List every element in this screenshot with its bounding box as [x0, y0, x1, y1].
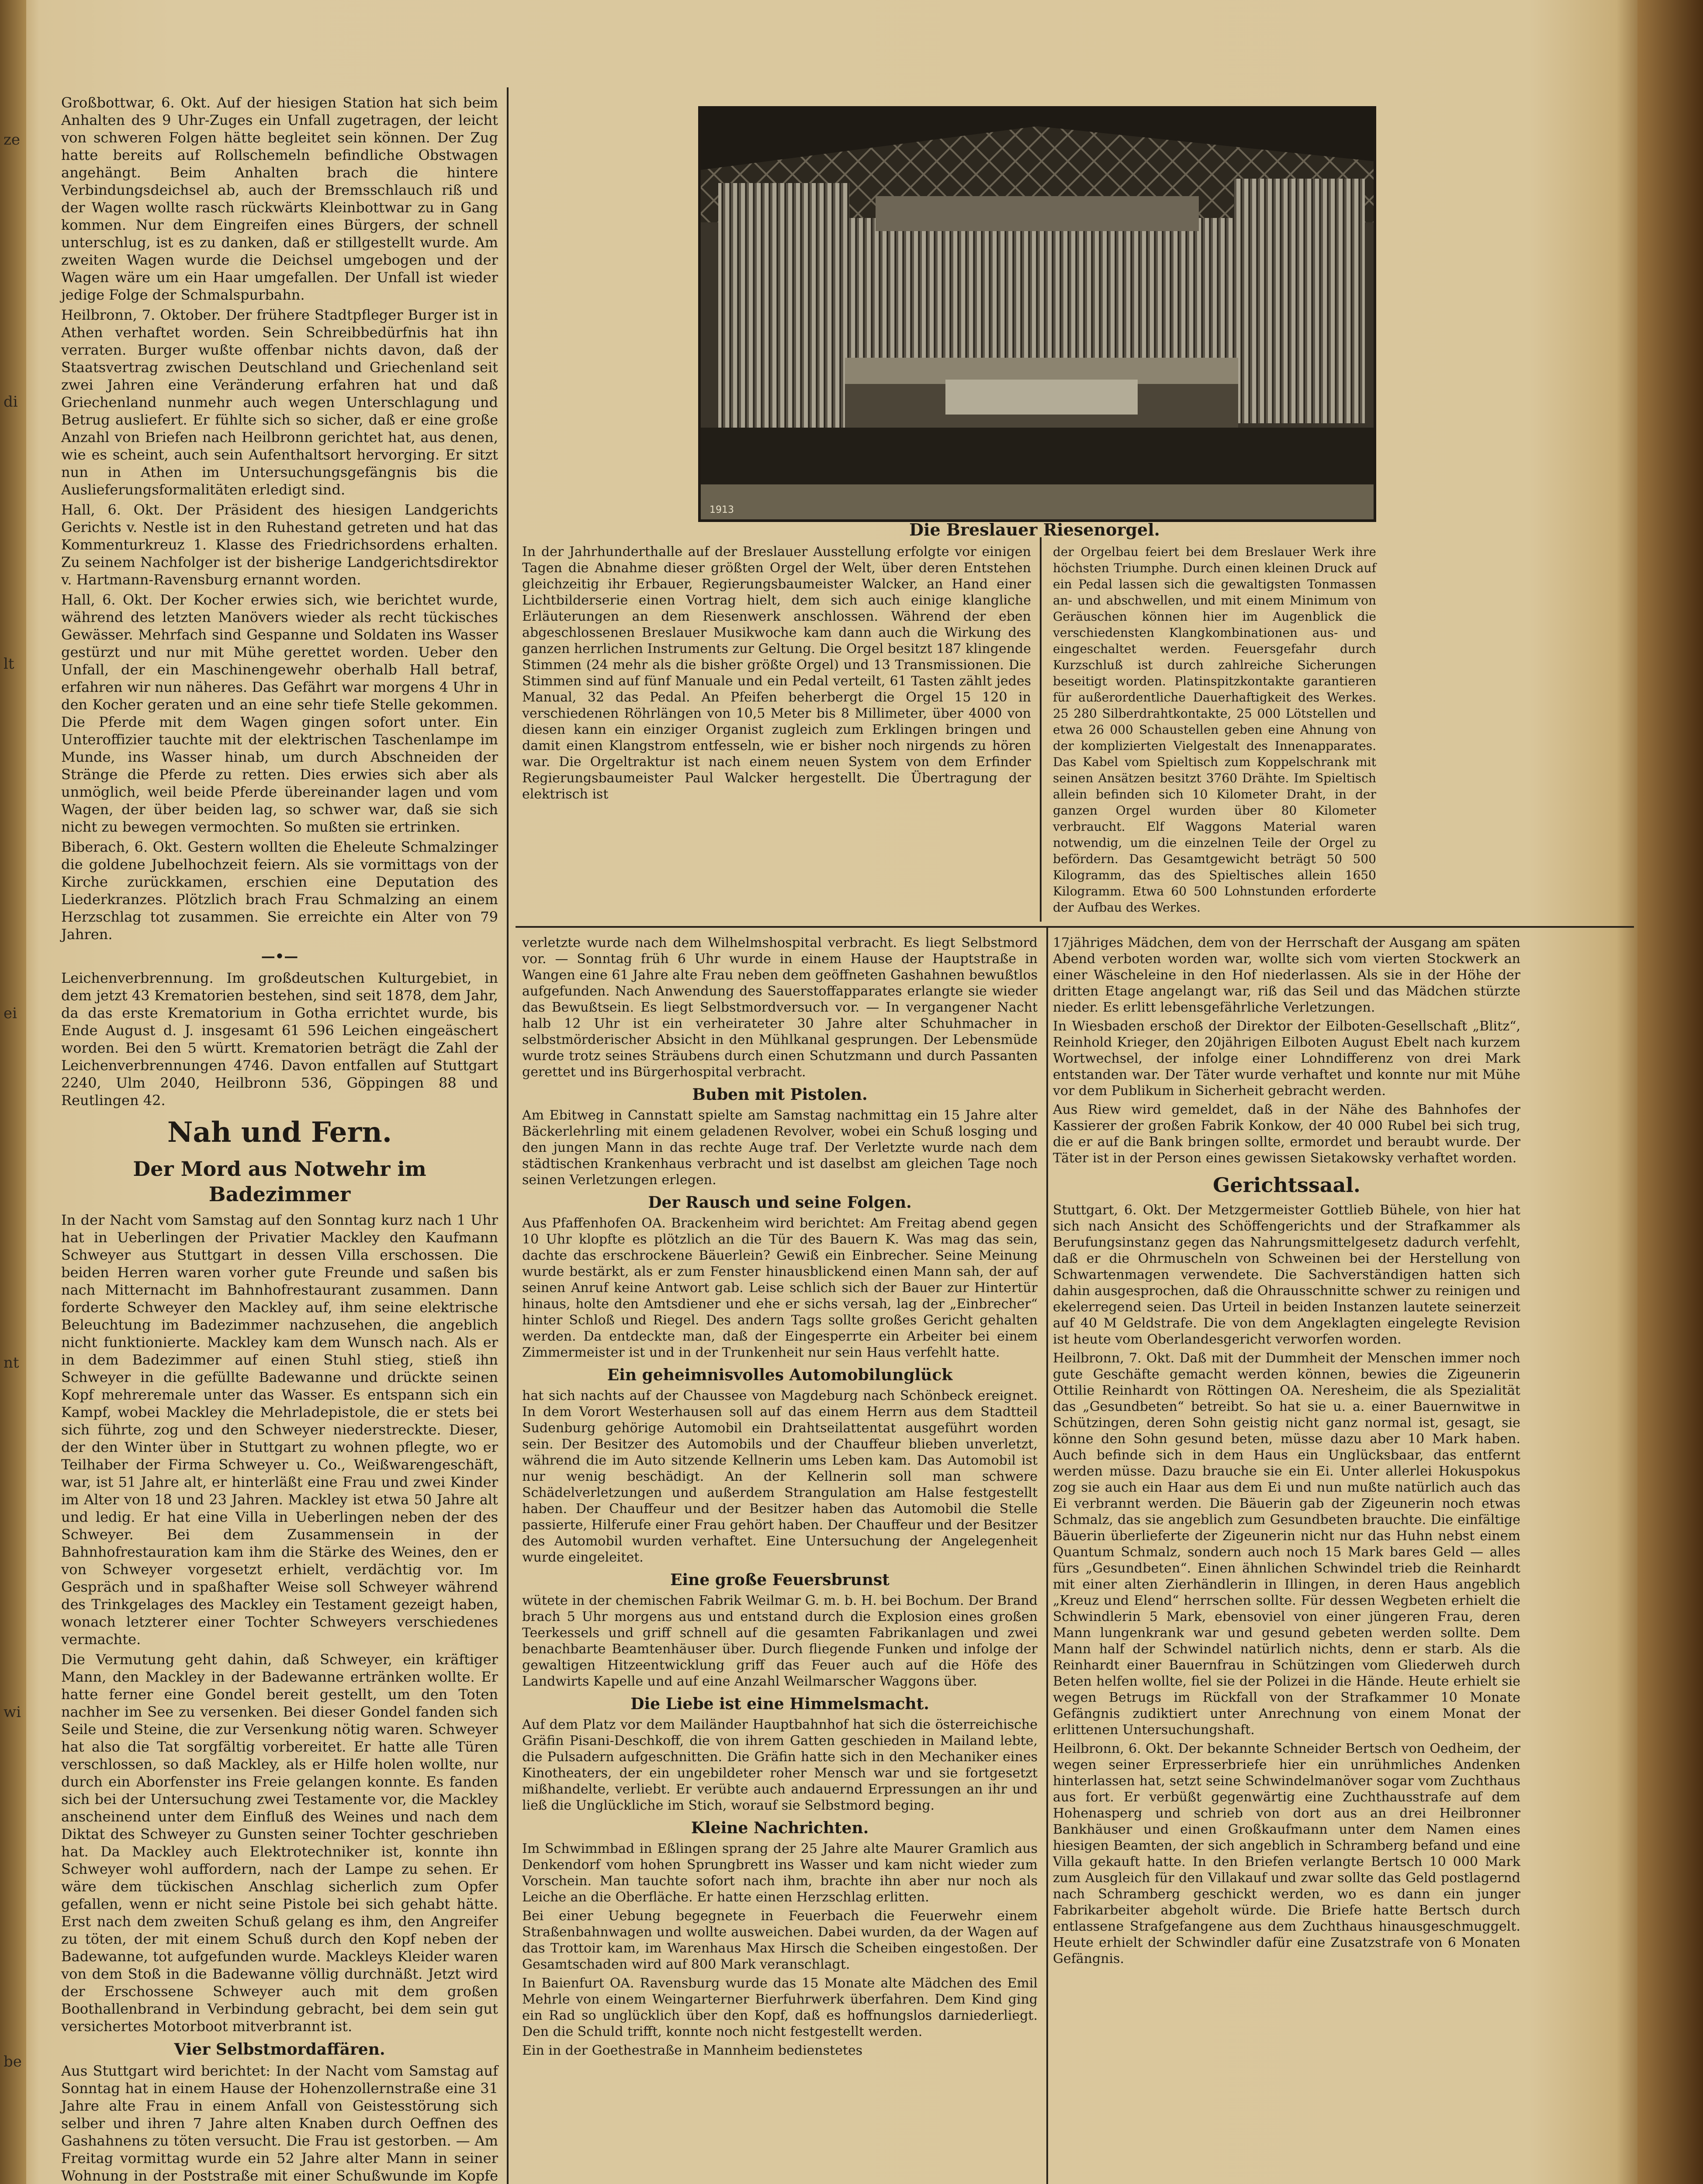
- article-selbstmord: Aus Stuttgart wird berichtet: In der Nacht vom Samstag auf Sonntag hat in einem Hause der Hohenzollernstraße eine 31 Jahre alte Frau in einem Anfall von Geistesstörung sich selber und ihren 7 Jahre alten Knaben durch Oeffnen des Gashahnens zu töten versucht. Die Frau ist gestorben. — Am Freitag vormittag wurde ein 52 Jahre alter Mann in seiner Wohnung in der Poststraße mit einer Schußwunde im Kopfe: [61, 2063, 498, 2184]
- article-biberach: Biberach, 6. Okt. Gestern wollten die Eheleute Schmalzinger die goldene Jubelhochzeit feiern. Als sie vormittags von der Kirche zurückkamen, erschien eine Deputation des Liederkranzes. Plötzlich brach Frau Schmalzing an einem Herzschlag tot zusammen. Sie erreichte ein Alter von 79 Jahren.: [61, 839, 498, 943]
- margin-fragment: ei: [3, 1005, 17, 1022]
- article-mord-2: Die Vermutung geht dahin, daß Schweyer, ein kräftiger Mann, den Mackley in der Badewanne ertränken wollte. Er hatte ferner eine Gondel bereit gestellt, um den Toten nachher im See zu versenken. Bei dieser Gondel fanden sich Seile und Steine, die zur Versenkung nötig waren. Schweyer hat also die Tat sorgfältig vorbereitet. Er hatte alle Türen verschlossen, so daß Mackley, als er Hilfe holen wollte, nur durch ein Aborfenster ins Freie gelangen konnte. Es fanden sich bei der Untersuchung zwei Testamente vor, die Mackley anscheinend unter dem Einfluß des Weines und nach dem Diktat des Schweyer zu Gunsten seiner Tochter geschrieben hat. Da Mackley auch Elektrotechniker ist, konnte ihn Schweyer wohl auffordern, nach der Lampe zu sehen. Er wäre dem tückischen Anschlag sicherlich zum Opfer gefallen, wenn er nicht seine Pistole bei sich gehabt hätte. Erst nach dem zweiten Schuß gelang es ihm, den Angreifer zu töten, der mit einem Schuß durch den Kopf neben der Badewanne, tot aufgefunden wurde. Mackleys Kleider waren von dem Stoß in die Badewanne völlig durchnäßt. Jetzt wird der Erschossene Schweyer auch mit dem großen Boothallenbrand in Verbindung gebracht, bei dem sein gut versichertes Motorboot mitverbrannt ist.: [61, 1651, 498, 2035]
- margin-fragment: di: [3, 393, 18, 411]
- margin-fragment: wi: [3, 1704, 21, 1721]
- story-title: Der Mord aus Notwehr im Badezimmer: [133, 1157, 426, 1206]
- article-wiesbaden: In Wiesbaden erschoß der Direktor der Eilboten-Gesellschaft „Blitz“, Reinhold Krieger, den 20jährigen Eilboten August Ebelt nach kurzem Wortwechsel, der infolge einer Lohndifferenz von drei Mark entstanden war. Der Täter wurde verhaftet und konnte nur mit Mühe vor dem Publikum in Sicherheit gebracht werden.: [1053, 1019, 1520, 1099]
- article-mord-1: In der Nacht vom Samstag auf den Sonntag kurz nach 1 Uhr hat in Ueberlingen der Privatier Mackley den Kaufmann Schweyer aus Stuttgart in dessen Villa erschossen. Die beiden Herren waren vorher gute Freunde und saßen bis nach Mitternacht im Bahnhofrestaurant zusammen. Dann forderte Schweyer den Mackley auf, ihm seine elektrische Beleuchtung im Badezimmer nachzusehen, die angeblich nicht funktionierte. Mackley kam dem Wunsch nach. Als er in dem Badezimmer auf einen Stuhl stieg, stieß ihn Schweyer in die gefüllte Badewanne und drückte seinen Kopf mehreremale unter das Wasser. Es entspann sich ein Kampf, wobei Mackley die Mehrladepistole, die er stets bei sich führte, zog und den Schweyer niederstreckte. Dieser, der den Winter über in Stuttgart zu wohnen pflegte, wo er Teilhaber der Firma Schweyer u. Co., Weißwarengeschäft, war, ist 51 Jahre alt, er hinterläßt eine Frau und zwei Kinder im Alter von 18 und 23 Jahren. Mackley ist etwa 50 Jahre alt und ledig. Er hat eine Villa in Ueberlingen neben der des Schweyer. Bei dem Zusammensein in der Bahnhofrestauration kam ihm die Stärke des Weines, den er von Schweyer vorgesetzt erhielt, verdächtig vor. Im Gespräch und in spaßhafter Weise soll Schweyer während des Trinkgelages des Mackley ein Testament gezeigt haben, wonach letzterer einer Tochter Schweyers verschiedenes vermachte.: [61, 1212, 498, 1648]
- article-buben: Am Ebitweg in Cannstatt spielte am Samstag nachmittag ein 15 Jahre alter Bäckerlehrling mit einem geladenen Revolver, wobei ein Schuß losging und den jungen Mann in das rechte Auge traf. Der Verletzte wurde nach dem städtischen Krankenhaus verbracht und ist daselbst am gleichen Tage noch seinen Verletzungen erlegen.: [522, 1108, 1038, 1188]
- margin-fragment: ze: [3, 131, 21, 149]
- subheading: Eine große Feuersbrunst: [670, 1571, 890, 1589]
- article-heilbronn-bertsch: Heilbronn, 6. Okt. Der bekannte Schneider Bertsch von Oedheim, der wegen seiner Erpresserbriefe hier ein unrühmliches Andenken hinterlassen hat, setzt seine Schwindelmanöver sogar vom Zuchthaus aus fort. Er verbüßt gegenwärtig eine Zuchthausstrafe auf dem Hohenasperg und schrieb von dort aus an drei Heilbronner Bankhäuser und einen Großkaufmann unter dem Namen eines hiesigen Beamten, der sich angeblich in Schramberg befand und eine Villa gekauft hatte. In den Briefen verlangte Bertsch 10 000 Mark zum Ausgleich für den Villakauf und zwar sollte das Geld postlagernd nach Schramberg geschickt werden, wo es dann ein junger Fabrikarbeiter abgeholt würde. Die Briefe hatte Bertsch durch entlassene Strafgefangene aus dem Zuchthaus hinausgeschmuggelt. Heute erhielt der Schwindler dafür eine Zusatzstrafe von 6 Monaten Gefängnis.: [1053, 1741, 1520, 1966]
- separator: —•—: [261, 948, 298, 964]
- article-maedchen: 17jähriges Mädchen, dem von der Herrschaft der Ausgang am späten Abend verboten worden war, wollte sich vom vierten Stockwerk an einer Wäscheleine in den Hof niederlassen. Als sie in der Höhe der dritten Etage angelangt war, riß das Seil und das Mädchen stürzte nieder. Es erlitt lebensgefährliche Verletzungen.: [1053, 935, 1520, 1015]
- article-rausch: Aus Pfaffenhofen OA. Brackenheim wird berichtet: Am Freitag abend gegen 10 Uhr klopfte es plötzlich an die Tür des Bauern K. Was mag das sein, dachte das erschrockene Bäuerlein? Gewiß ein Einbrecher. Seine Meinung wurde bestärkt, als er zum Fenster hinausblickend einen Mann sah, der auf seinen Anruf keine Antwort gab. Leise schlich sich der Bauer zur Hintertür hinaus, holte den Amtsdiener und ehe er sichs versah, lag der „Einbrecher“ hinter Schloß und Riegel. Des andern Tags sollte großes Gericht gehalten werden. Da entdeckte man, daß der Eingesperrte ein Arbeiter bei einem Zimmermeister ist und in der Trunkenheit nur sein Haus verfehlt hatte.: [522, 1216, 1038, 1360]
- section-rule: [516, 926, 1634, 928]
- organ-article-left: [522, 544, 1031, 805]
- photo-year: 1913: [710, 505, 734, 515]
- article-hall-kocher: Hall, 6. Okt. Der Kocher erwies sich, wie berichtet wurde, während des letzten Manövers wieder als recht tückisches Gewässer. Mehrfach sind Gespanne und Soldaten ins Wasser gestürzt und nur mit Mühe gerettet worden. Ueber den Unfall, der ein Maschinengewehr oberhalb Hall betraf, erfahren wir nun näheres. Das Gefährt war morgens 4 Uhr in den Kocher geraten und an eine sehr tiefe Stelle gekommen. Die Pferde mit dem Wagen gingen sofort unter. Ein Unteroffizier tauchte mit der elektrischen Taschenlampe im Munde, ins Wasser hinab, um durch Abschneiden der Stränge die Pferde zu retten. Dies erwies sich aber als unmöglich, weil beide Pferde übereinander lagen und vom Wagen, der über beiden lag, so schwer war, daß sie sich nicht zu bewegen vermochten. So mußten sie ertrinken.: [61, 591, 498, 835]
- article-stuttgart-gericht: Stuttgart, 6. Okt. Der Metzgermeister Gottlieb Bühele, von hier hat sich nach Ansicht des Schöffengerichts und der Strafkammer als Berufungsinstanz gegen das Nahrungsmittelgesetz dadurch verfehlt, daß er die Ohrmuscheln von Schweinen bei der Herstellung von Schwartenmagen verwendete. Die Sachverständigen hatten sich dahin ausgesprochen, daß die Ohrausschnitte schwer zu reinigen und ekelerregend seien. Das Urteil in beiden Instanzen lautete seinerzeit auf 40 M Geldstrafe. Die von dem Angeklagten eingelegte Revision ist heute vom Oberlandesgericht verworfen worden.: [1053, 1203, 1520, 1347]
- left-column: [61, 94, 498, 2184]
- article-riew: Aus Riew wird gemeldet, daß in der Nähe des Bahnhofes der Kassierer der großen Fabrik Konkow, der 40 000 Rubel bei sich trug, die er auf die Bank bringen sollte, ermordet und beraubt wurde. Der Täter ist in der Person eines gewissen Sietakowsky verhaftet worden.: [1053, 1102, 1520, 1166]
- article-liebe: Auf dem Platz vor dem Mailänder Hauptbahnhof hat sich die österreichische Gräfin Pisani-Deschkoff, die von ihrem Gatten geschieden in Mailand lebte, die Pulsadern aufgeschnitten. Die Gräfin hatte sich in den Mechaniker eines Kinotheaters, der ein ungebildeter roher Mensch war und sie fortgesetzt mißhandelte, verliebt. Er verübte auch andauernd Erpressungen an ihr und ließ die Unglückliche im Stich, worauf sie Selbstmord beging.: [522, 1717, 1038, 1813]
- article-heilbronn-zigeunerin: Heilbronn, 7. Okt. Daß mit der Dummheit der Menschen immer noch gute Geschäfte gemacht werden können, bewies die Zigeunerin Ottilie Reinhardt von Röttingen OA. Neresheim, die als Spezialität das „Gesundbeten“ betreibt. So hat sie u. a. einer Bauernwitwe in Schützingen, deren Sohn geistig nicht ganz normal ist, gesagt, sie könne den Sohn gesund beten, müsse dazu aber 10 Mark haben. Auch befinde sich in dem Haus ein Unglücksbaar, das entfernt werden müsse. Dazu brauche sie ein Ei. Unter allerlei Hokuspokus zog sie auch ein Haar aus dem Ei und nun mußte natürlich auch das Ei verbrannt werden. Die Bäuerin gab der Zigeunerin noch etwas Schmalz, das sie angeblich zum Gesundbeten brauchte. Die einfältige Bäuerin überlieferte der Zigeunerin nicht nur das Huhn nebst einem Quantum Schmalz, sondern auch noch 15 Mark bares Geld — alles fürs „Gesundbeten“. Einen ähnlichen Schwindel trieb die Reinhardt mit einer alten Zierhändlerin in Illingen, in deren Haus angeblich „Kreuz und Elend“ herrschen sollte. Für dessen Wegbeten erhielt die Schwindlerin 5 Mark, ebensoviel von einer jüngeren Frau, deren Mann lungenkrank war und gesund gebeten werden sollte. Dem Mann half der Schwindel natürlich nichts, denn er starb. Als die Reinhardt einer Bauernfrau in Schützingen vom Gliederweh durch Beten helfen wollte, fiel sie der Polizei in die Hände. Heute erhielt sie wegen Betrugs im Rückfall von der Strafkammer 10 Monate Gefängnis zudiktiert unter Anrechnung von einem Monat der erlittenen Untersuchungshaft.: [1053, 1351, 1520, 1738]
- article-feuer: wütete in der chemischen Fabrik Weilmar G. m. b. H. bei Bochum. Der Brand brach 5 Uhr morgens aus und entstand durch die Explosion eines großen Teerkessels und griff schnell auf die gesamten Fabrikanlagen und zwei benachbarte Beamtenhäuser über. Durch fliegende Funken und infolge der gewaltigen Hitzeentwicklung griff das Feuer auch auf die Höfe des Landwirts Kapelle und auf eine Anzahl Weilmarscher Waggons über.: [522, 1593, 1038, 1689]
- organ-photo: [698, 106, 1376, 522]
- article-heilbronn-burger: Heilbronn, 7. Oktober. Der frühere Stadtpfleger Burger ist in Athen verhaftet worden. Sein Schreibbedürfnis hat ihn verraten. Burger wußte offenbar nichts davon, daß der Staatsvertrag zwischen Deutschland und Griechenland seit zwei Jahren eine Veränderung erfahren hat und daß Griechenland nunmehr auch wegen Unterschlagung und Betrug ausliefert. Er fühlte sich so sicher, daß er eine große Anzahl von Briefen nach Heilbronn gerichtet hat, aus denen, wie es scheint, auch sein Aufenthaltsort hervorging. Er sitzt nun in Athen im Untersuchungsgefängnis bis die Auslieferungsformalitäten erledigt sind.: [61, 307, 498, 498]
- article-orgel-2: der Orgelbau feiert bei dem Breslauer Werk ihre höchsten Triumphe. Durch einen kleinen Druck auf ein Pedal lassen sich die gewaltigsten Tonmassen an- und abschwellen, und mit einem Minimum von Geräuschen können hier im Augenblick die verschiedensten Klangkombinationen aus- und eingeschaltet werden. Feuersgefahr durch Kurzschluß ist durch zahlreiche Sicherungen beseitigt worden. Platinspitzkontakte garantieren für außerordentliche Dauerhaftigkeit des Werkes. 25 280 Silberdrahtkontakte, 25 000 Lötstellen und etwa 26 000 Schaustellen geben eine Ahnung von der komplizierten Vielgestalt des Innenapparates. Das Kabel vom Spieltisch zum Koppelschrank mit seinen Ansätzen besitzt 3760 Drähte. Im Spieltisch allein befinden sich 10 Kilometer Draht, in der ganzen Orgel wurden über 80 Kilometer verbraucht. Elf Waggons Material waren notwendig, um die einzelnen Teile der Orgel zu befördern. Das Gesamtgewicht beträgt 50 500 Kilogramm, das des Spieltisches allein 1650 Kilogramm. Etwa 60 500 Lohnstunden erforderte der Aufbau des Werkes.: [1053, 545, 1376, 915]
- column-rule: [507, 87, 509, 2184]
- organ-article-right: [1053, 544, 1376, 918]
- subheading: Vier Selbstmordaffären.: [174, 2040, 385, 2059]
- article-orgel-1: In der Jahrhunderthalle auf der Breslauer Ausstellung erfolgte vor einigen Tagen die Abnahme dieser größten Orgel der Welt, über deren Entstehen gleichzeitig ihr Erbauer, Regierungsbaumeister Walcker, an Hand einer Lichtbilderserie einen Vortrag hielt, dem sich auch einige klangliche Erläuterungen an dem Riesenwerk anschlossen. Während der eben abgeschlossenen Breslauer Musikwoche kam dann auch die Wirkung des ganzen herrlichen Instruments zur Geltung. Die Orgel besitzt 187 klingende Stimmen (24 mehr als die bisher größte Orgel) und 13 Transmissionen. Die Stimmen sind auf fünf Manuale und ein Pedal verteilt, 61 Tasten zählt jedes Manual, 32 das Pedal. An Pfeifen beherbergt die Orgel 15 120 in verschiedenen Röhrlängen von 10,5 Meter bis 8 Millimeter, über 4000 von diesen kann ein einziger Organist zugleich zum Erklingen bringen und damit einen Klangstrom entfesseln, wie er bisher noch nirgends zu hören war. Die Orgeltraktur ist nach einem neuen System von dem Erfinder Regierungsbaumeister Paul Walcker hergestellt. Die Übertragung der elektrisch ist: [522, 544, 1031, 802]
- subheading: Der Rausch und seine Folgen.: [648, 1193, 912, 1212]
- article-auto: hat sich nachts auf der Chaussee von Magdeburg nach Schönbeck ereignet. In dem Vorort Westerhausen soll auf das einem Herrn aus dem Stadtteil Sudenburg gehörige Automobil ein Drahtseilattentat ausgeführt worden sein. Der Besitzer des Automobils und der Chauffeur blieben unverletzt, während die im Auto sitzende Kellnerin ums Leben kam. Das Automobil ist nur wenig beschädigt. An der Kellnerin soll man schwere Schädelverletzungen und außerdem Strangulation am Halse festgestellt haben. Der Chauffeur und der Besitzer haben das Automobil die Stelle passierte, Hilferufe einer Frau gehört haben. Der Chauffeur und der Besitzer des Automobil wurden verhaftet. Eine Untersuchung der Angelegenheit wurde eingeleitet.: [522, 1388, 1038, 1565]
- book-spine: [1637, 0, 1703, 2184]
- article-kleine-2: Bei einer Uebung begegnete in Feuerbach die Feuerwehr einem Straßenbahnwagen und wollte ausweichen. Dabei wurden, da der Wagen auf das Trottoir kam, im Warenhaus Max Hirsch die Scheiben eingestoßen. Der Gesamtschaden wird auf 800 Mark veranschlagt.: [522, 1908, 1038, 1972]
- subheading: Kleine Nachrichten.: [691, 1819, 869, 1837]
- middle-column: [522, 935, 1038, 2061]
- subheading: Ein geheimnisvolles Automobilunglück: [607, 1366, 953, 1384]
- organ-illustration: [701, 109, 1374, 519]
- subheading: Die Liebe ist eine Himmelsmacht.: [630, 1695, 929, 1713]
- article-leichenverbrennung: Leichenverbrennung. Im großdeutschen Kulturgebiet, in dem jetzt 43 Krematorien bestehen, sind seit 1878, dem Jahr, da das erste Krematorium in Gotha errichtet wurde, bis Ende August d. J. insgesamt 61 596 Leichen eingeäschert worden. Bei den 5 württ. Krematorien beträgt die Zahl der Leichenverbrennungen 4746. Davon entfallen auf Stuttgart 2240, Ulm 2040, Heilbronn 536, Göppingen 88 und Reutlingen 42.: [61, 970, 498, 1109]
- article-kleine-3: In Baienfurt OA. Ravensburg wurde das 15 Monate alte Mädchen des Emil Mehrle von einem Weingarterner Bierfuhrwerk überfahren. Dem Kind ging ein Rad so unglücklich über den Kopf, daß es hoffnungslos darniederliegt. Den die Schuld trifft, konnte noch nicht festgestellt werden.: [522, 1976, 1038, 2039]
- article-selbstmord-cont: verletzte wurde nach dem Wilhelmshospital verbracht. Es liegt Selbstmord vor. — Sonntag früh 6 Uhr wurde in einem Hause der Hauptstraße in Wangen eine 61 Jahre alte Frau neben dem geöffneten Gashahnen bewußtlos aufgefunden. Nach Anwendung des Sauerstoffapparates erlangte sie wieder das Bewußtsein. Es liegt Selbstmordversuch vor. — In vergangener Nacht halb 12 Uhr ist ein verheirateter 30 Jahre alter Schuhmacher in selbstmörderischer Absicht in den Mühlkanal gesprungen. Der Lebensmüde wurde trotz seines Sträubens durch einen Schutzmann und durch Passanten gerettet und ins Bürgerhospital verbracht.: [522, 935, 1038, 1080]
- right-column: [1053, 935, 1520, 1970]
- margin-fragment: be: [3, 2053, 22, 2070]
- article-kleine-1: Im Schwimmbad in Eßlingen sprang der 25 Jahre alte Maurer Gramlich aus Denkendorf vom hohen Sprungbrett ins Wasser und kam nicht wieder zum Vorschein. Man tauchte sofort nach ihm, brachte ihn aber nur noch als Leiche an die Oberfläche. Er hatte einen Herzschlag erlitten.: [522, 1841, 1038, 1905]
- photo-caption: Die Breslauer Riesenorgel.: [909, 520, 1160, 539]
- margin-fragment: nt: [3, 1354, 19, 1372]
- section-title: Nah und Fern.: [167, 1116, 392, 1149]
- column-rule: [1046, 926, 1048, 2184]
- column-rule: [1040, 537, 1042, 922]
- article-grossbottwar: Großbottwar, 6. Okt. Auf der hiesigen Station hat sich beim Anhalten des 9 Uhr-Zuges ein Unfall zugetragen, der leicht von schweren Folgen hätte begleitet sein können. Der Zug hatte bereits auf Rollschemeln befindliche Obstwagen angehängt. Beim Anhalten brach die hintere Verbindungsdeichsel ab, auch der Bremsschlauch riß und der Wagen wollte rasch rückwärts Kleinbottwar zu in Gang kommen. Nur dem Eingreifen eines Bürgers, der schnell unterschlug, ist es zu danken, daß er stillgestellt wurde. Am zweiten Wagen wurde die Deichsel umgebogen und der Wagen wäre um ein Haar umgefallen. Der Unfall ist wieder jedige Folge der Schmalspurbahn.: [61, 94, 498, 303]
- section-title-gericht: Gerichtssaal.: [1213, 1173, 1360, 1197]
- article-kleine-4: Ein in der Goethestraße in Mannheim bedienstetes: [522, 2043, 863, 2058]
- subheading: Buben mit Pistolen.: [692, 1085, 868, 1104]
- article-hall-praesident: Hall, 6. Okt. Der Präsident des hiesigen Landgerichts Gerichts v. Nestle ist in den Ruhestand getreten und hat das Kommenturkreuz 1. Klasse des Friedrichsordens erhalten. Zu seinem Nachfolger ist der bisherige Landgerichtsdirektor v. Hartmann-Ravensburg ernannt worden.: [61, 501, 498, 588]
- margin-fragment: lt: [3, 655, 14, 673]
- binding-edge: [0, 0, 26, 2184]
